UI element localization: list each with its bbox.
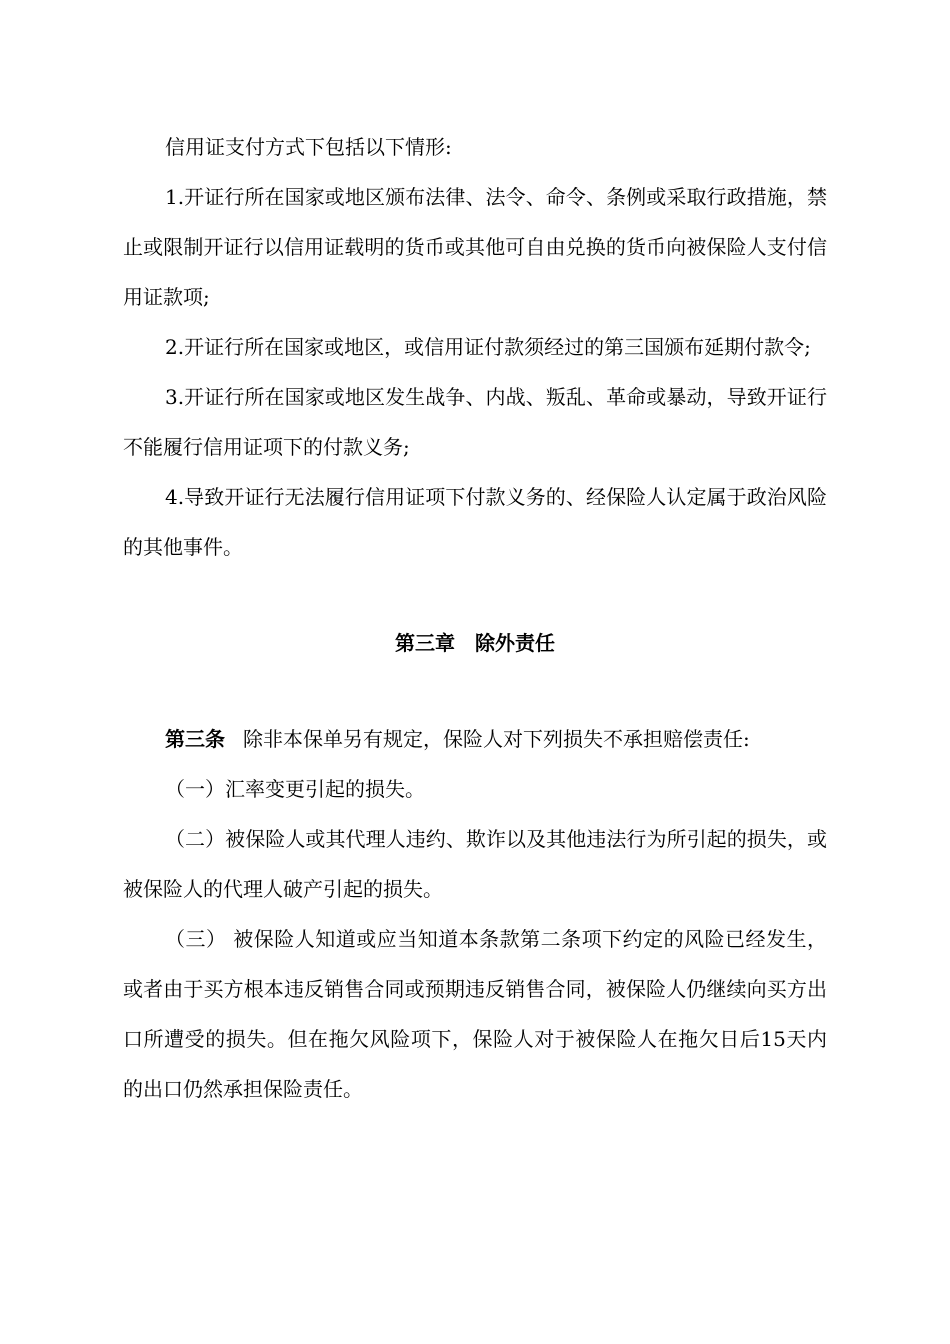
article-paragraph (123, 714, 827, 764)
clause-item: （二）被保险人或其代理人违约、欺诈以及其他违法行为所引起的损失，或被保险人的代理人破产引起的损失。 (123, 827, 827, 901)
document-page (123, 122, 827, 1114)
article-text: 除非本保单另有规定，保险人对下列损失不承担赔偿责任: (243, 727, 750, 751)
article-label: 第三条 (165, 727, 225, 751)
list-item: 3.开证行所在国家或地区发生战争、内战、叛乱、革命或暴动，导致开证行不能履行信用证项下的付款义务; (123, 385, 827, 459)
clause-item: （三） 被保险人知道或应当知道本条款第二条项下约定的风险已经发生，或者由于买方根本违反销售合同或预期违反销售合同，被保险人仍继续向买方出口所遭受的损失。但在拖欠风险项下，保险人对于被保险人在拖欠日后15天内的出口仍然承担保险责任。 (123, 927, 827, 1101)
chapter-title: 第三章 除外责任 (395, 631, 555, 655)
clause-item: （一）汇率变更引起的损失。 (165, 777, 425, 801)
list-item: 4.导致开证行无法履行信用证项下付款义务的、经保险人认定属于政治风险的其他事件。 (123, 485, 827, 559)
list-item: 1.开证行所在国家或地区颁布法律、法令、命令、条例或采取行政措施，禁止或限制开证行以信用证载明的货币或其他可自由兑换的货币向被保险人支付信用证款项; (123, 185, 827, 309)
list-item: 2.开证行所在国家或地区，或信用证付款须经过的第三国颁布延期付款令; (165, 335, 811, 359)
intro-paragraph: 信用证支付方式下包括以下情形: (165, 135, 452, 159)
